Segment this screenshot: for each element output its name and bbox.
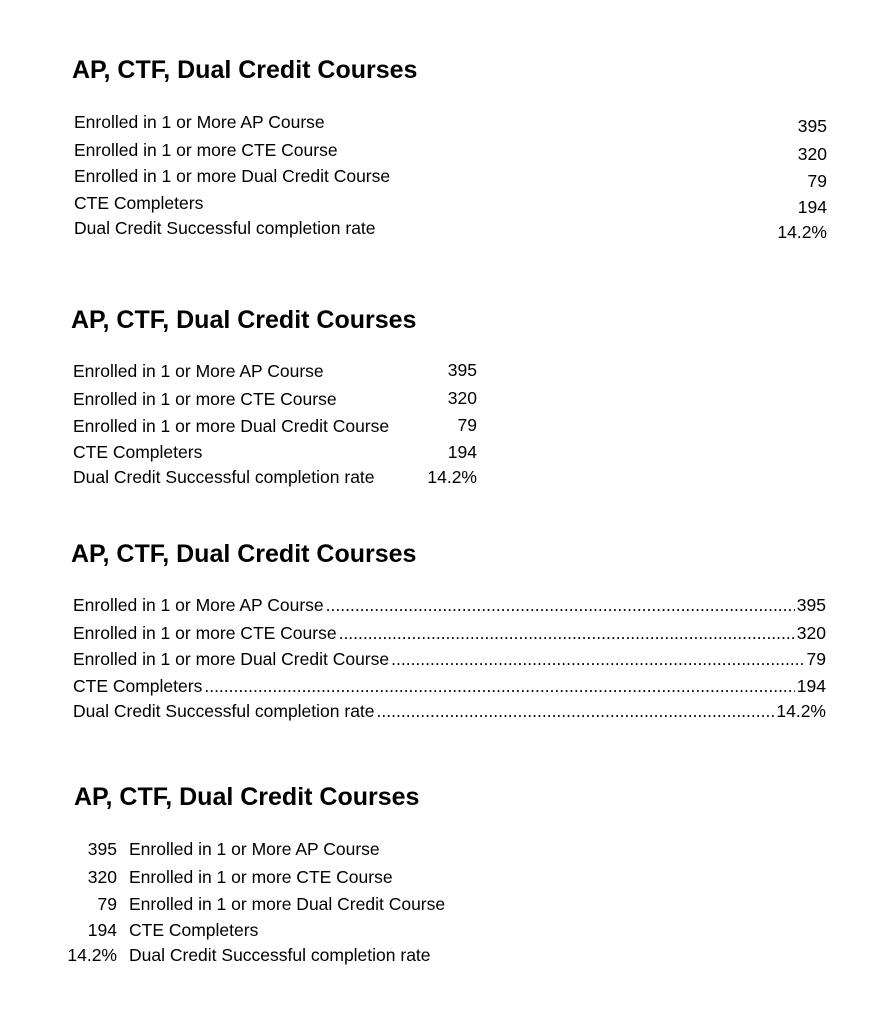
dot-leader [391,647,804,671]
item-label: CTE Completers [129,920,259,940]
list-item [0,892,600,916]
item-label: Enrolled in 1 or More AP Course [129,839,380,859]
list-item [73,359,477,383]
list-item [74,164,827,191]
item-value: 14.2% [777,222,827,242]
item-label: Enrolled in 1 or more Dual Credit Course [73,416,390,436]
item-label: Enrolled in 1 or More AP Course [73,361,324,381]
item-value: 14.2% [427,467,477,487]
item-value: 194 [796,676,826,696]
section-heading: AP, CTF, Dual Credit Courses [72,56,418,84]
list-item [73,440,477,464]
item-value: 194 [87,920,117,940]
dot-leader [339,621,795,645]
list-item [74,138,827,162]
list-item [0,837,600,861]
item-value: 320 [796,623,826,643]
section-heading: AP, CTF, Dual Credit Courses [71,306,417,334]
list-item [0,865,600,889]
item-value: 194 [797,197,827,217]
item-value: 79 [807,171,827,191]
item-value: 320 [87,867,117,887]
list-item [73,387,477,411]
item-value: 79 [97,894,117,914]
list-item [73,465,477,489]
item-label: Enrolled in 1 or more Dual Credit Course [73,649,390,669]
item-value: 395 [796,595,826,615]
list-item [73,647,826,671]
dot-leader [326,593,795,617]
list-item [73,621,826,645]
item-value: 395 [447,360,477,380]
dot-leader [377,699,775,723]
section-heading: AP, CTF, Dual Credit Courses [71,540,417,568]
list-item [74,216,827,240]
item-label: Enrolled in 1 or more Dual Credit Course [129,894,446,914]
item-label: CTE Completers [73,442,203,462]
item-value: 395 [87,839,117,859]
list-item [73,699,826,723]
item-value: 14.2% [776,701,826,721]
item-label: Enrolled in 1 or more CTE Course [73,389,337,409]
item-label: Dual Credit Successful completion rate [74,218,376,238]
list-item [73,414,477,438]
list-item [74,110,827,134]
list-item [73,674,826,698]
item-label: Enrolled in 1 or more CTE Course [74,140,338,160]
item-label: CTE Completers [73,676,203,696]
item-value: 194 [447,442,477,462]
item-label: Enrolled in 1 or more CTE Course [129,867,393,887]
item-label: Enrolled in 1 or more Dual Credit Course [74,166,391,186]
item-label: Enrolled in 1 or More AP Course [74,112,325,132]
section-heading: AP, CTF, Dual Credit Courses [74,783,420,811]
list-item [0,943,600,967]
item-value: 320 [447,388,477,408]
item-value: 79 [457,415,477,435]
dot-leader [204,674,794,698]
item-label: CTE Completers [74,193,204,213]
item-label: Enrolled in 1 or More AP Course [73,595,324,615]
item-label: Dual Credit Successful completion rate [129,945,431,965]
item-value: 395 [797,116,827,136]
list-item [73,593,826,617]
list-item [74,191,827,215]
list-item [0,918,600,942]
item-value: 320 [797,144,827,164]
item-value: 14.2% [67,945,117,965]
item-label: Enrolled in 1 or more CTE Course [73,623,337,643]
item-value: 79 [806,649,826,669]
item-label: Dual Credit Successful completion rate [73,467,375,487]
item-label: Dual Credit Successful completion rate [73,701,375,721]
